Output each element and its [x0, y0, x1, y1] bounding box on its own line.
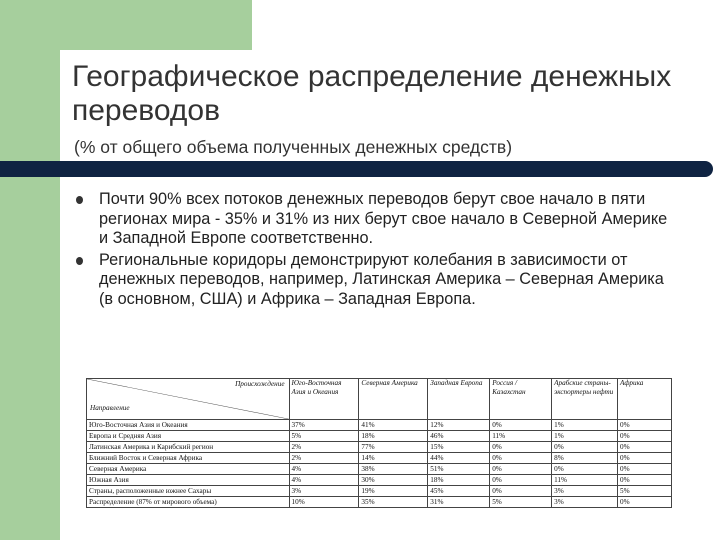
table-cell: 35% — [359, 497, 428, 508]
remittance-table — [86, 378, 672, 508]
row-label: Северная Америка — [87, 464, 290, 475]
table-row — [87, 464, 672, 475]
table-cell: 5% — [289, 431, 359, 442]
table-row — [87, 475, 672, 486]
table-cell: 30% — [359, 475, 428, 486]
table-cell: 4% — [289, 464, 359, 475]
table-cell: 15% — [428, 442, 490, 453]
table-cell: 19% — [359, 486, 428, 497]
slide-title: Географическое распределение денежных переводов — [72, 60, 672, 127]
table-cell: 0% — [552, 442, 618, 453]
table-cell: 11% — [490, 431, 552, 442]
title-divider-bar — [0, 161, 713, 177]
bullet-item — [72, 190, 672, 249]
table-cell: 0% — [618, 497, 672, 508]
table-row — [87, 420, 672, 431]
table-cell: 2% — [289, 442, 359, 453]
table-row — [87, 486, 672, 497]
decorative-green-strip — [0, 145, 60, 540]
table-cell: 11% — [552, 475, 618, 486]
table-cell: 45% — [428, 486, 490, 497]
table-cell: 4% — [289, 475, 359, 486]
table-cell: 0% — [552, 464, 618, 475]
table-row — [87, 431, 672, 442]
table-cell: 18% — [428, 475, 490, 486]
column-header: Арабские страны-экспортеры нефти — [552, 379, 618, 420]
table-cell: 1% — [552, 431, 618, 442]
table-cell: 1% — [552, 420, 618, 431]
bullet-text: Почти 90% всех потоков денежных переводов берут свое начало в пяти регионах мира - 35% и 31% из них берут свое начало в Северной Америке и Западной Европе соответственно. — [99, 190, 668, 247]
table-cell: 0% — [618, 442, 672, 453]
table-cell: 12% — [428, 420, 490, 431]
table-cell: 0% — [618, 464, 672, 475]
table-cell: 5% — [490, 497, 552, 508]
row-label: Латинская Америка и Карибский регион — [87, 442, 290, 453]
table-cell: 51% — [428, 464, 490, 475]
row-label: Юго-Восточная Азия и Океания — [87, 420, 290, 431]
bullet-dot-icon — [76, 196, 83, 204]
table-cell: 0% — [618, 475, 672, 486]
column-header: Северная Америка — [359, 379, 428, 420]
row-label: Ближний Восток и Северная Африка — [87, 453, 290, 464]
bullet-item — [72, 251, 672, 310]
slide-subtitle: (% от общего объема полученных денежных средств) — [74, 137, 513, 157]
corner-direction-label: Направление — [90, 404, 130, 412]
table-corner-cell — [87, 379, 290, 420]
table-cell: 0% — [490, 420, 552, 431]
table-cell: 2% — [289, 453, 359, 464]
table-cell: 3% — [552, 497, 618, 508]
table-cell: 0% — [490, 486, 552, 497]
table-cell: 31% — [428, 497, 490, 508]
bullet-list — [72, 190, 672, 311]
table-cell: 0% — [490, 464, 552, 475]
table-cell: 0% — [490, 453, 552, 464]
table-cell: 38% — [359, 464, 428, 475]
table-cell: 77% — [359, 442, 428, 453]
table-cell: 46% — [428, 431, 490, 442]
column-header: Юго-Восточная Азия и Океания — [289, 379, 359, 420]
bullet-text: Региональные коридоры демонстрируют колебания в зависимости от денежных переводов, например, Латинская Америка – Северная Америка (в основном, США) и Африка – Западная Европа. — [99, 250, 664, 308]
table-cell: 18% — [359, 431, 428, 442]
table-cell: 3% — [289, 486, 359, 497]
row-label: Европа и Средняя Азия — [87, 431, 290, 442]
row-label: Южная Азия — [87, 475, 290, 486]
bullet-dot-icon — [76, 257, 83, 265]
corner-origin-label: Происхождение — [235, 380, 285, 388]
row-label: Распределение (87% от мирового объема) — [87, 497, 290, 508]
table-cell: 0% — [490, 475, 552, 486]
table-row — [87, 442, 672, 453]
column-header: Западная Европа — [428, 379, 490, 420]
column-header: Россия / Казахстан — [490, 379, 552, 420]
table-cell: 0% — [490, 442, 552, 453]
table-cell: 0% — [618, 420, 672, 431]
column-header: Африка — [618, 379, 672, 420]
table-cell: 5% — [618, 486, 672, 497]
table-row — [87, 453, 672, 464]
row-label: Страны, расположенные южнее Сахары — [87, 486, 290, 497]
table-cell: 41% — [359, 420, 428, 431]
table-row — [87, 497, 672, 508]
table-cell: 0% — [618, 453, 672, 464]
table-cell: 37% — [289, 420, 359, 431]
table-cell: 10% — [289, 497, 359, 508]
table-cell: 8% — [552, 453, 618, 464]
table-cell: 3% — [552, 486, 618, 497]
table-cell: 44% — [428, 453, 490, 464]
table-header-row — [87, 379, 672, 420]
table-cell: 14% — [359, 453, 428, 464]
table-cell: 0% — [618, 431, 672, 442]
